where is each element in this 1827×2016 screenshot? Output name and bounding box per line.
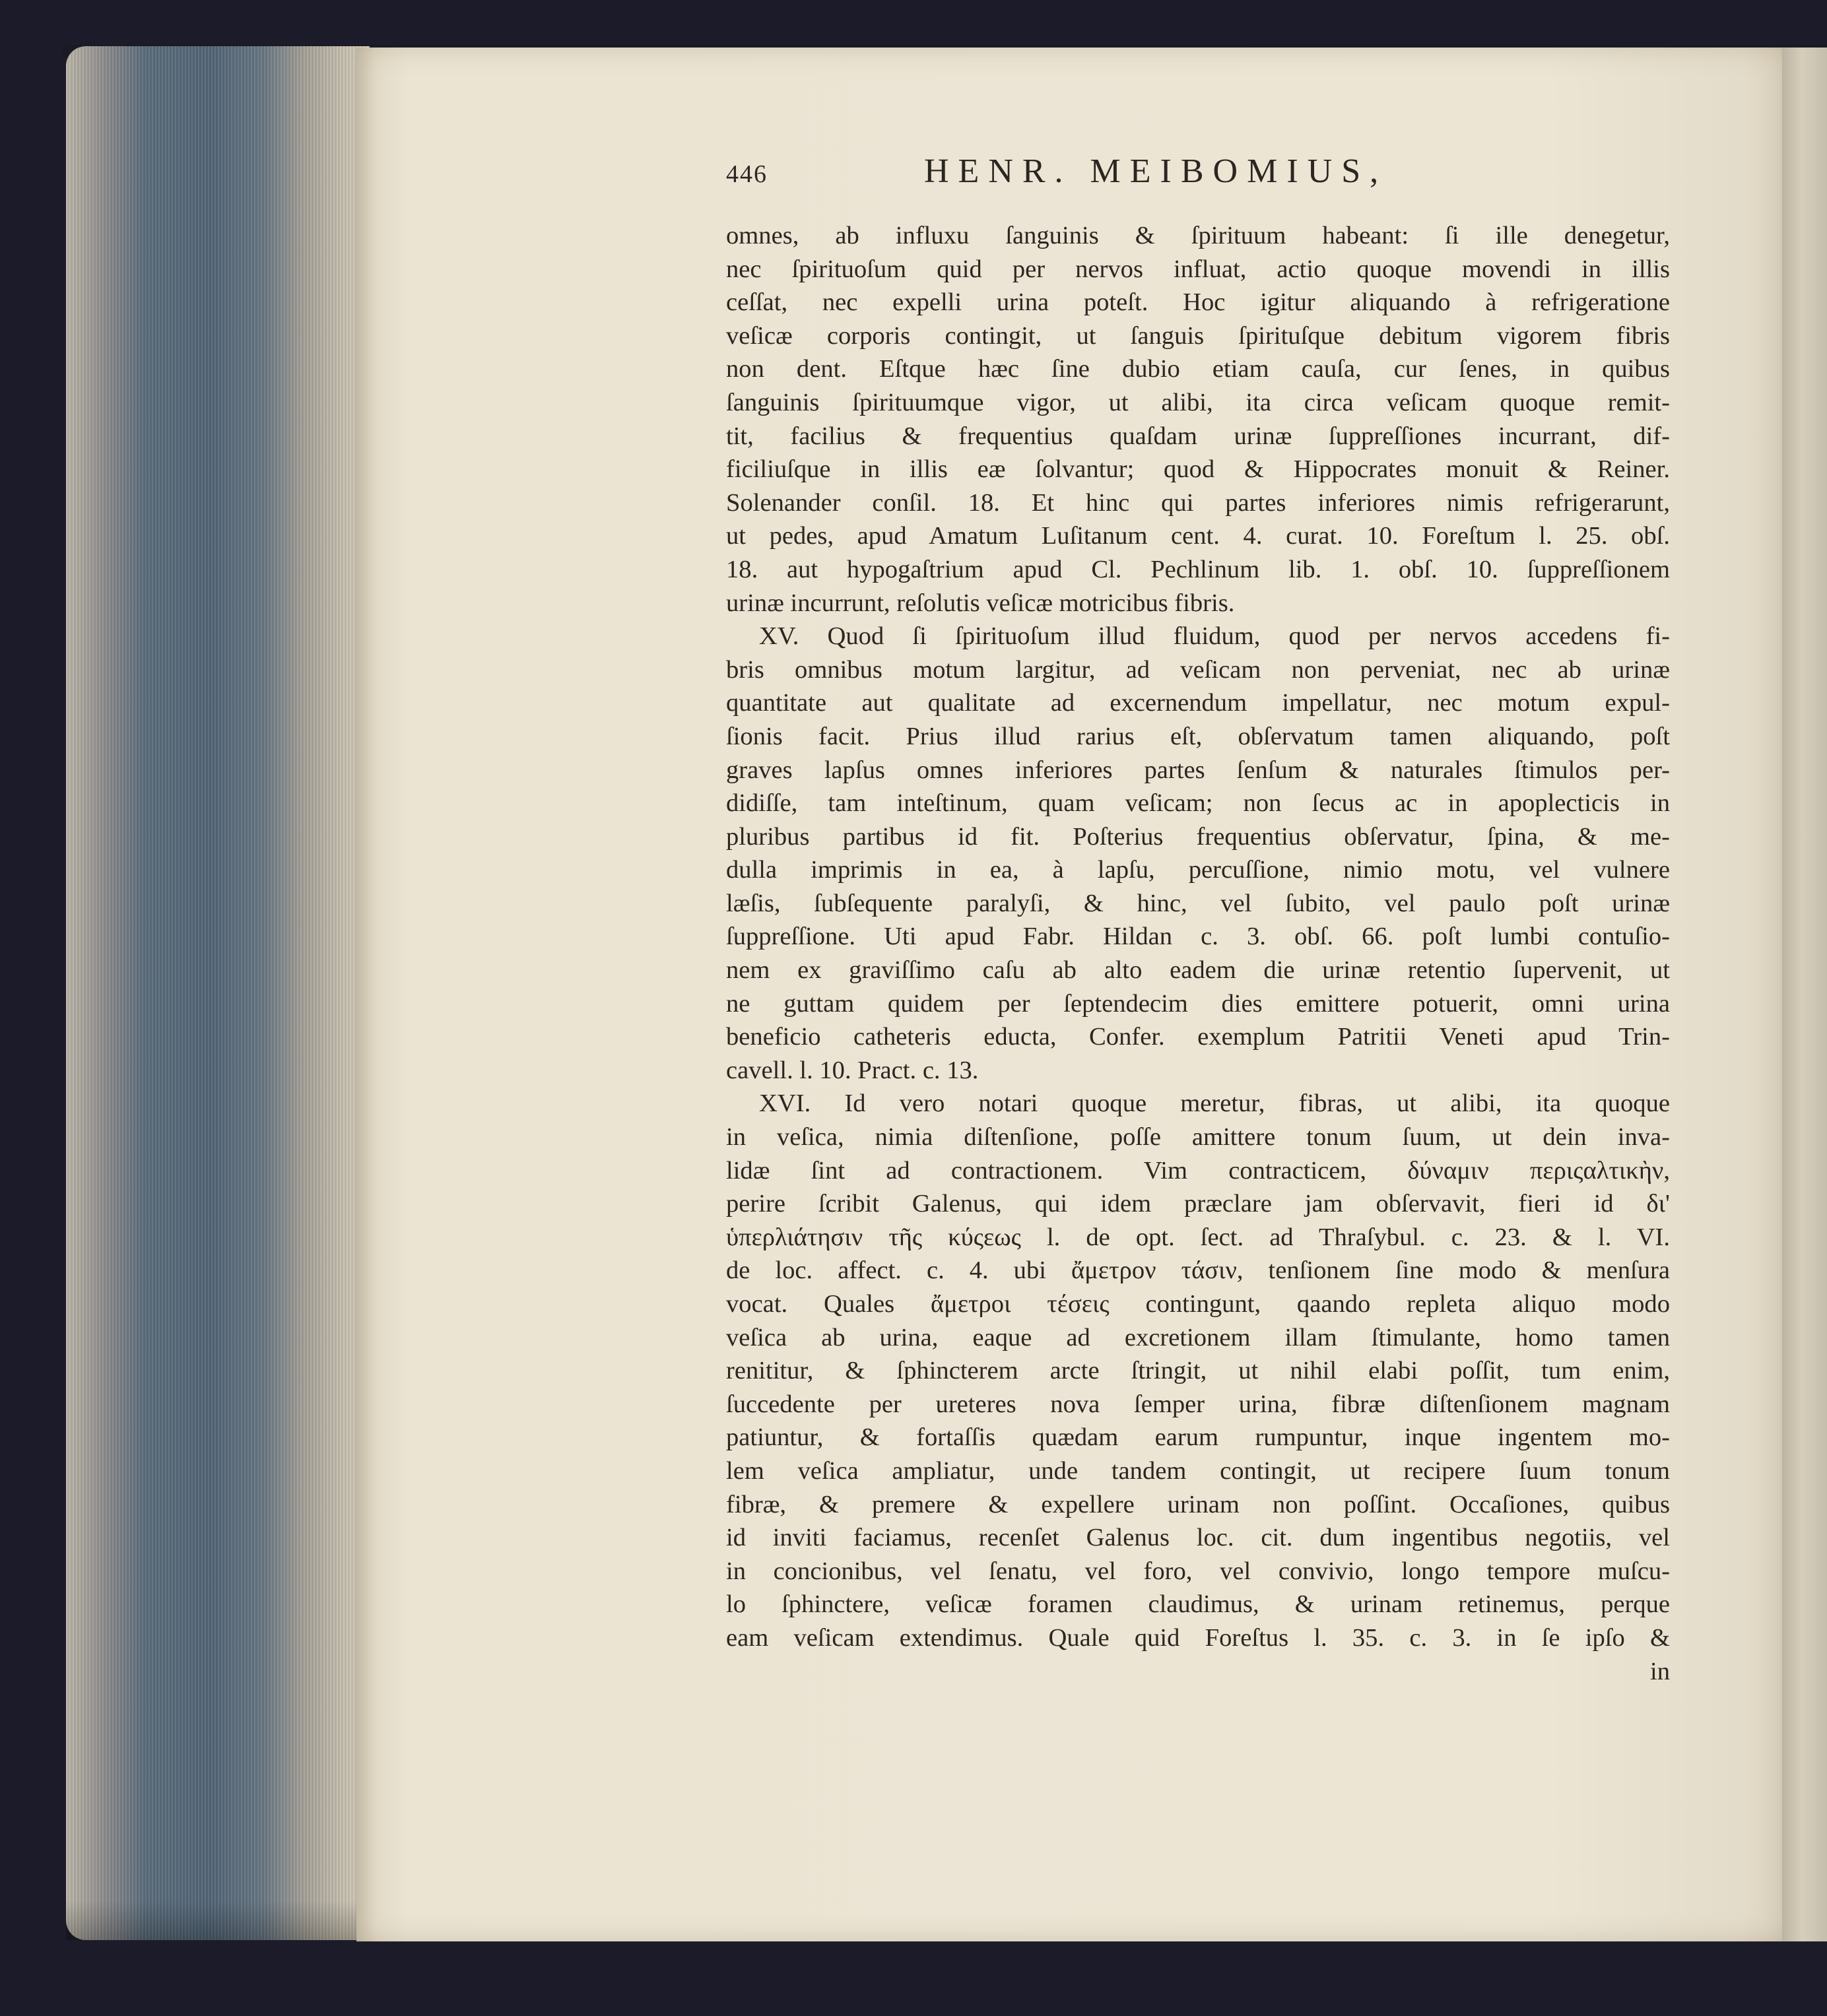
text-line: lem veſica ampliatur, unde tandem contingit, ut recipere ſuum tonum [726,1456,1670,1485]
text-line: id inviti faciamus, recenſet Galenus loc. cit. dum ingentibus negotiis, vel [726,1524,1670,1552]
text-line: veſicæ corporis contingit, ut ſanguis ſpirituſque debitum vigorem fibris [726,321,1670,350]
catchword: in [1649,1657,1670,1685]
text-line: pluribus partibus id fit. Poſterius frequentius obſervatur, ſpina, & me- [726,822,1670,851]
text-line: ſanguinis ſpirituumque vigor, ut alibi, ita circa veſicam quoque remit- [726,388,1670,416]
text-line: lo ſphinctere, veſicæ foramen claudimus, & urinam retinemus, perque [726,1590,1670,1619]
page-right-edge [1782,48,1827,1941]
text-line: nec ſpirituoſum quid per nervos influat, actio quoque movendi in illis [726,255,1670,283]
running-header [726,152,1670,198]
text-line: didiſſe, tam inteſtinum, quam veſicam; non ſecus ac in apoplecticis in [726,789,1670,818]
section-xvi-start: XVI. Id vero notari quoque meretur, fibras, ut alibi, ita quoque [759,1089,1670,1118]
text-line: ut pedes, apud Amatum Luſitanum cent. 4. curat. 10. Foreſtum l. 25. obſ. [726,522,1670,550]
text-line: ὑπερλιάτησιν τῆς κύςεως l. de opt. ſect. ad Thraſybul. c. 23. & l. VI. [726,1223,1670,1251]
text-line: de loc. affect. c. 4. ubi ἄμετρον τάσιν, tenſionem ſine modo & menſura [726,1256,1670,1285]
text-line: in veſica, nimia diſtenſione, poſſe amittere tonum ſuum, ut dein inva- [726,1123,1670,1152]
text-line: renititur, & ſphincterem arcte ſtringit, ut nihil elabi poſſit, tum enim, [726,1357,1670,1385]
text-line: ſuccedente per ureteres nova ſemper urina, fibræ diſtenſionem magnam [726,1390,1670,1418]
text-line: quantitate aut qualitate ad excernendum impellatur, nec motum expul- [726,689,1670,717]
text-line: ſionis facit. Prius illud rarius eſt, obſervatum tamen aliquando, poſt [726,722,1670,750]
text-line: nem ex graviſſimo caſu ab alto eadem die urinæ retentio ſupervenit, ut [726,956,1670,985]
text-line: tit, facilius & frequentius quaſdam urinæ ſuppreſſiones incurrant, dif- [726,422,1670,450]
body-text [726,219,1670,1688]
text-line: in concionibus, vel ſenatu, vel foro, vel convivio, longo tempore muſcu- [726,1557,1670,1585]
text-line: eam veſicam extendimus. Quale quid Foreſtus l. 35. c. 3. in ſe ipſo & [726,1623,1670,1652]
page-stack-edges [66,46,370,1940]
text-line: veſica ab urina, eaque ad excretionem illam ſtimulante, homo tamen [726,1323,1670,1351]
text-line: lidæ ſint ad contractionem. Vim contracticem, δύναμιν περιςαλτικὴν, [726,1156,1670,1185]
text-line: graves lapſus omnes inferiores partes ſenſum & naturales ſtimulos per- [726,756,1670,784]
running-title: HENR. MEIBOMIUS, [924,152,1388,190]
text-line: ceſſat, nec expelli urina poteſt. Hoc igitur aliquando à refrigeratione [726,288,1670,317]
text-line: patiuntur, & fortaſſis quædam earum rumpuntur, inque ingentem mo- [726,1423,1670,1452]
text-line: bris omnibus motum largitur, ad veſicam non perveniat, nec ab urinæ [726,655,1670,684]
text-line: ſuppreſſione. Uti apud Fabr. Hildan c. 3. obſ. 66. poſt lumbi contuſio- [726,923,1670,951]
text-line: vocat. Quales ἄμετροι τέσεις contingunt, qaando repleta aliquo modo [726,1290,1670,1318]
page-number: 446 [726,160,768,188]
text-line: ne guttam quidem per ſeptendecim dies emittere potuerit, omni urina [726,989,1670,1018]
text-line: perire ſcribit Galenus, qui idem præclare jam obſervavit, fieri id δι' [726,1190,1670,1218]
section-xv-start: XV. Quod ſi ſpirituoſum illud fluidum, quod per nervos accedens fi- [759,622,1670,651]
text-line: Solenander conſil. 18. Et hinc qui partes inferiores nimis refrigerarunt, [726,488,1670,517]
text-line: dulla imprimis in ea, à lapſu, percuſſione, nimio motu, vel vulnere [726,856,1670,884]
text-line: 18. aut hypogaſtrium apud Cl. Pechlinum lib. 1. obſ. 10. ſuppreſſionem [726,555,1670,583]
text-line: non dent. Eſtque hæc ſine dubio etiam cauſa, cur ſenes, in quibus [726,355,1670,383]
text-line: ficiliuſque in illis eæ ſolvantur; quod & Hippocrates monuit & Reiner. [726,455,1670,484]
text-line: læſis, ſubſequente paralyſi, & hinc, vel ſubito, vel paulo poſt urinæ [726,889,1670,917]
text-line: cavell. l. 10. Pract. c. 13. [726,1056,979,1084]
text-line: beneficio catheteris educta, Confer. exemplum Patritii Veneti apud Trin- [726,1023,1670,1051]
text-line: urinæ incurrunt, reſolutis veſicæ motricibus fibris. [726,589,1235,617]
text-line: omnes, ab influxu ſanguinis & ſpirituum habeant: ſi ille denegetur, [726,222,1670,249]
page-text-block [726,152,1670,1688]
text-line: fibræ, & premere & expellere urinam non poſſint. Occaſiones, quibus [726,1490,1670,1518]
